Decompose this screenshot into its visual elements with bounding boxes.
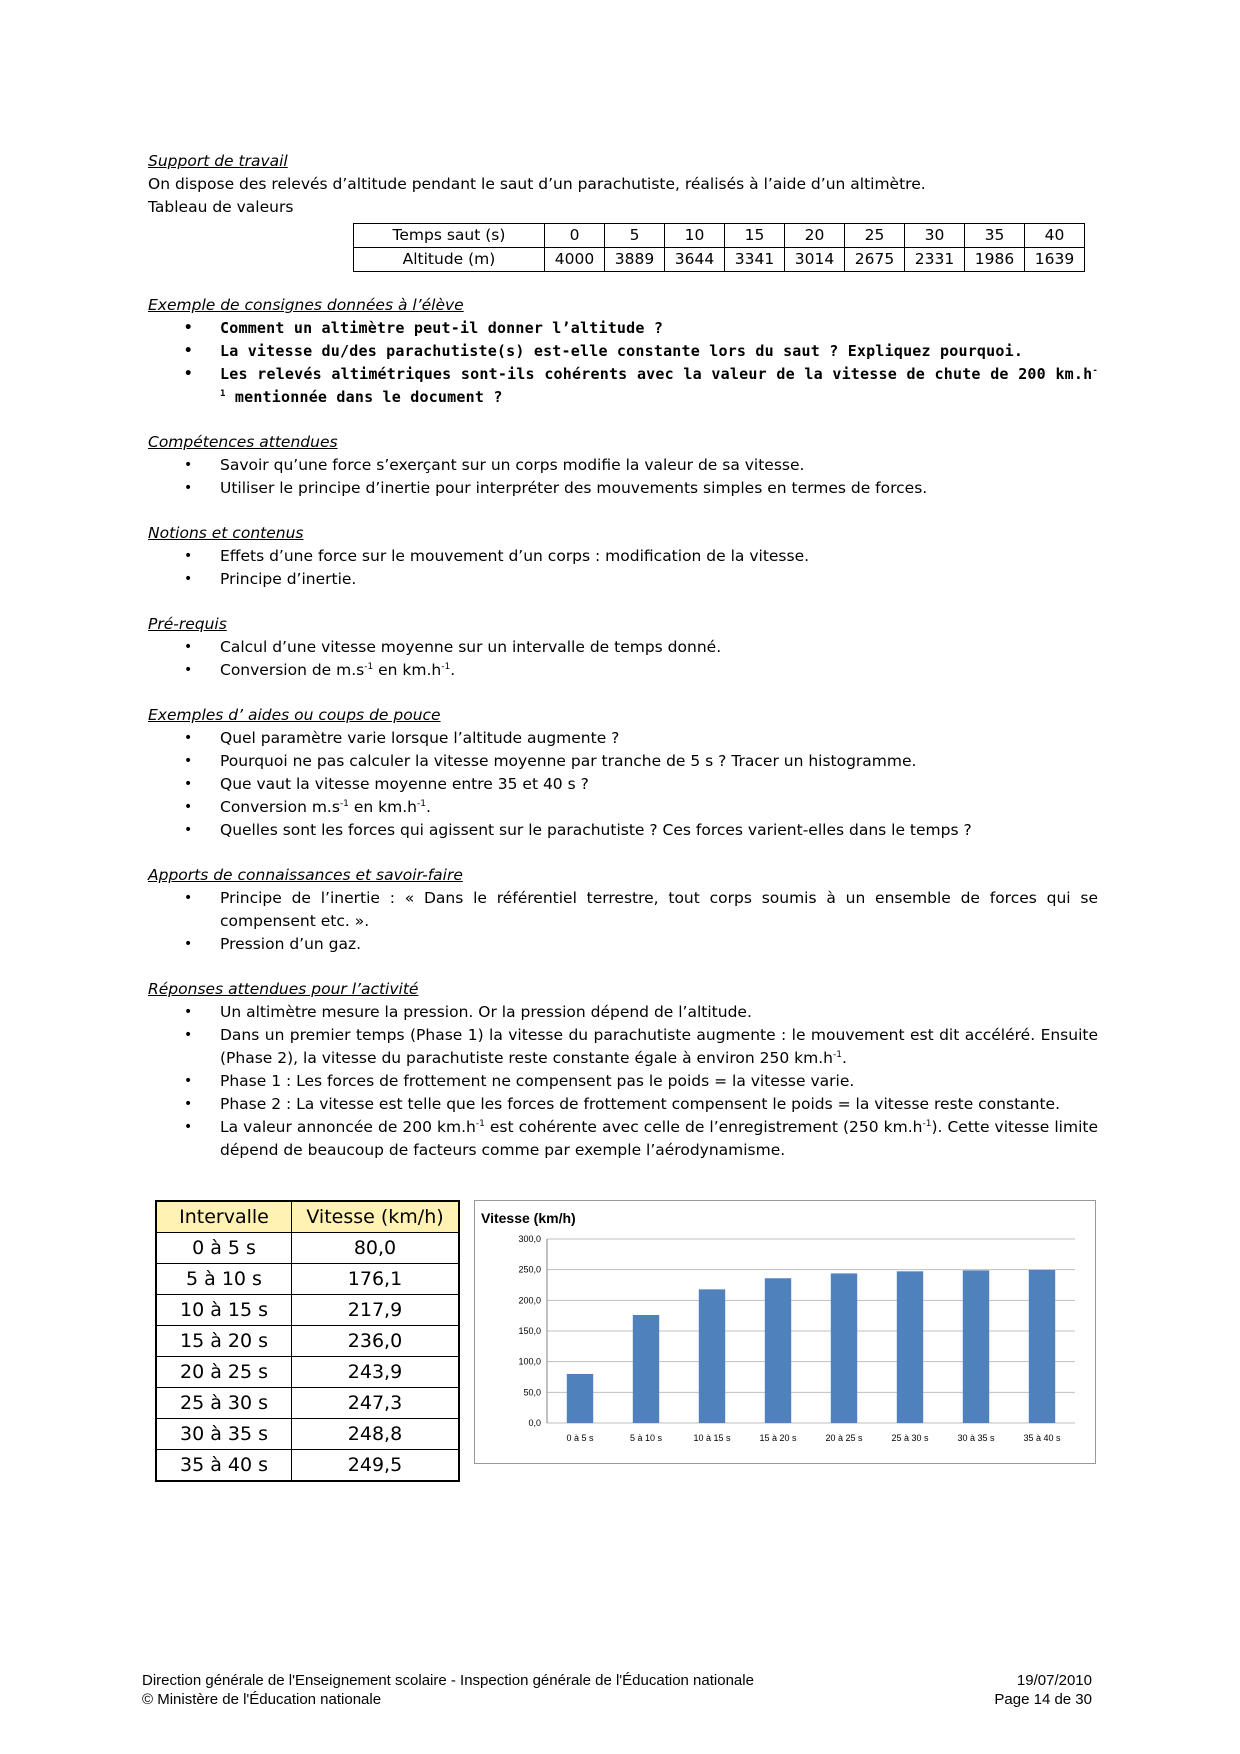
chart-bar — [567, 1374, 593, 1423]
time-cell: 5 — [605, 224, 665, 248]
list-item: • Quel paramètre varie lorsque l’altitude augmente ? — [220, 727, 1098, 750]
x-tick-label: 30 à 35 s — [957, 1433, 995, 1443]
speed-table — [155, 1200, 460, 1482]
speed-cell: 176,1 — [292, 1264, 460, 1295]
time-cell: 0 — [545, 224, 605, 248]
competences-heading: Compétences attendues — [148, 433, 338, 451]
chart-bar — [765, 1278, 791, 1423]
altitude-cell: 2331 — [905, 248, 965, 272]
list-item: • Savoir qu’une force s’exerçant sur un corps modifie la valeur de sa vitesse. — [220, 454, 1098, 477]
y-tick-label: 300,0 — [518, 1234, 541, 1244]
consignes-list — [148, 317, 1098, 409]
list-item: • Comment un altimètre peut-il donner l’altitude ? — [220, 317, 1098, 340]
table-row — [156, 1357, 459, 1388]
time-cell: 25 — [845, 224, 905, 248]
text: Conversion de m.s — [220, 661, 365, 679]
footer-line1: Direction générale de l'Enseignement scolaire - Inspection générale de l'Éducation nationale — [142, 1672, 754, 1689]
interval-cell: 5 à 10 s — [156, 1264, 292, 1295]
footer-date: 19/07/2010 — [1016, 1672, 1092, 1689]
notions-list — [148, 545, 1098, 591]
list-item: • Principe de l’inertie : « Dans le référentiel terrestre, tout corps soumis à un ensemble de forces qui se compensent etc. ». — [220, 887, 1098, 933]
text: ). Cette vitesse limite dépend de beaucoup de facteurs comme par exemple l’aérodynamisme. — [220, 1118, 1099, 1159]
text: . — [450, 661, 456, 679]
chart-bar — [897, 1271, 923, 1423]
list-item — [220, 1024, 1098, 1070]
list-item — [220, 1116, 1098, 1162]
altitude-cell: 3014 — [785, 248, 845, 272]
chart-bar — [699, 1289, 725, 1423]
speed-table-header — [156, 1201, 459, 1233]
list-item: • Quelles sont les forces qui agissent sur le parachutiste ? Ces forces varient-elles dans le temps ? — [220, 819, 1098, 842]
footer — [142, 1671, 1092, 1709]
y-tick-label: 50,0 — [523, 1387, 541, 1398]
chart-title: Vitesse (km/h) — [481, 1210, 576, 1226]
list-item — [220, 796, 1098, 819]
table-row — [156, 1264, 459, 1295]
list-item — [220, 659, 1098, 682]
content — [148, 150, 1098, 1162]
time-cell: 20 — [785, 224, 845, 248]
reponses-list — [148, 1001, 1098, 1162]
altitude-row-label: Altitude (m) — [354, 248, 545, 272]
exponent: -1 — [416, 799, 426, 809]
y-tick-label: 100,0 — [518, 1356, 541, 1367]
y-tick-label: 250,0 — [518, 1264, 541, 1275]
exponent: -1 — [922, 1119, 932, 1129]
time-cell: 35 — [965, 224, 1025, 248]
consignes-heading: Exemple de consignes données à l’élève — [148, 296, 464, 314]
text: La valeur annoncée de 200 km.h — [220, 1118, 476, 1136]
apports-heading: Apports de connaissances et savoir-faire — [148, 866, 463, 884]
chart-bar — [1029, 1270, 1055, 1423]
prerequis-list — [148, 636, 1098, 682]
support-heading: Support de travail — [148, 152, 288, 170]
altitude-cell: 1986 — [965, 248, 1025, 272]
x-tick-label: 25 à 30 s — [891, 1433, 929, 1443]
consigne-text-end: mentionnée dans le document ? — [234, 388, 503, 406]
time-row — [354, 224, 1085, 248]
consigne-text: Les relevés altimétriques sont-ils cohérents avec la valeur de la vitesse de chute de 200 km.h — [220, 365, 1093, 383]
list-item: • Phase 2 : La vitesse est telle que les forces de frottement compensent le poids = la vitesse reste constante. — [220, 1093, 1098, 1116]
notions-heading: Notions et contenus — [148, 524, 304, 542]
list-item — [220, 363, 1098, 409]
interval-cell: 0 à 5 s — [156, 1233, 292, 1264]
x-tick-label: 35 à 40 s — [1023, 1433, 1061, 1443]
exponent: -1 — [441, 662, 451, 672]
table-row — [156, 1450, 459, 1482]
text: en km.h — [373, 661, 442, 679]
time-cell: 30 — [905, 224, 965, 248]
altitude-cell: 3341 — [725, 248, 785, 272]
footer-line2: © Ministère de l'Éducation nationale — [142, 1691, 382, 1708]
text: est cohérente avec celle de l’enregistrement (250 km.h — [484, 1118, 923, 1136]
y-tick-label: 0,0 — [528, 1418, 541, 1428]
altitude-cell: 4000 — [545, 248, 605, 272]
text: . — [425, 798, 431, 816]
altitude-table — [353, 223, 1085, 272]
x-tick-label: 10 à 15 s — [693, 1433, 731, 1443]
speed-cell: 243,9 — [292, 1357, 460, 1388]
header-cell: Vitesse (km/h) — [292, 1201, 460, 1233]
list-item: • Un altimètre mesure la pression. Or la pression dépend de l’altitude. — [220, 1001, 1098, 1024]
prerequis-heading: Pré-requis — [148, 615, 227, 633]
text: Conversion m.s — [220, 798, 340, 816]
table-row — [156, 1388, 459, 1419]
chart-bar — [633, 1315, 659, 1423]
altitude-cell: 3644 — [665, 248, 725, 272]
list-item: • Pression d’un gaz. — [220, 933, 1098, 956]
list-item: • Calcul d’une vitesse moyenne sur un intervalle de temps donné. — [220, 636, 1098, 659]
list-item: • Effets d’une force sur le mouvement d’un corps : modification de la vitesse. — [220, 545, 1098, 568]
interval-cell: 25 à 30 s — [156, 1388, 292, 1419]
exponent: -1 — [339, 799, 349, 809]
speed-cell: 247,3 — [292, 1388, 460, 1419]
exponent: -1 — [220, 366, 1098, 399]
text: en km.h — [348, 798, 417, 816]
footer-right — [994, 1671, 1092, 1709]
interval-cell: 15 à 20 s — [156, 1326, 292, 1357]
altitude-cell: 2675 — [845, 248, 905, 272]
time-cell: 40 — [1025, 224, 1085, 248]
competences-list — [148, 454, 1098, 500]
y-tick-label: 150,0 — [518, 1326, 541, 1336]
reponses-heading: Réponses attendues pour l’activité — [148, 980, 419, 998]
altitude-row — [354, 248, 1085, 272]
list-item: • La vitesse du/des parachutiste(s) est-elle constante lors du saut ? Expliquez pourquoi. — [220, 340, 1098, 363]
text: Dans un premier temps (Phase 1) la vitesse du parachutiste augmente : le mouvement est dit accéléré. Ensuite (Phase 2), la vitesse du parachutiste reste constante égale à environ 250 km.h — [220, 1026, 1098, 1067]
aides-heading: Exemples d’ aides ou coups de pouce — [148, 706, 441, 724]
speed-cell: 236,0 — [292, 1326, 460, 1357]
time-row-label: Temps saut (s) — [354, 224, 545, 248]
footer-page-number: Page 14 de 30 — [994, 1691, 1092, 1708]
support-intro: On dispose des relevés d’altitude pendant le saut d’un parachutiste, réalisés à l’aide d’un altimètre. — [148, 175, 926, 193]
time-cell: 10 — [665, 224, 725, 248]
altitude-cell: 1639 — [1025, 248, 1085, 272]
speed-cell: 249,5 — [292, 1450, 460, 1482]
altitude-cell: 3889 — [605, 248, 665, 272]
text: . — [841, 1049, 847, 1067]
chart-bar — [963, 1270, 989, 1423]
x-tick-label: 20 à 25 s — [825, 1433, 863, 1443]
table-caption: Tableau de valeurs — [148, 198, 294, 216]
list-item: • Pourquoi ne pas calculer la vitesse moyenne par tranche de 5 s ? Tracer un histogramme. — [220, 750, 1098, 773]
list-item: • Phase 1 : Les forces de frottement ne compensent pas le poids = la vitesse varie. — [220, 1070, 1098, 1093]
table-row — [156, 1295, 459, 1326]
table-row — [156, 1233, 459, 1264]
speed-chart — [474, 1200, 1096, 1464]
apports-list — [148, 887, 1098, 956]
results-area — [0, 1200, 1240, 1476]
speed-chart-svg — [475, 1201, 1095, 1463]
x-tick-label: 0 à 5 s — [566, 1433, 594, 1443]
x-tick-label: 15 à 20 s — [759, 1433, 797, 1443]
list-item: • Principe d’inertie. — [220, 568, 1098, 591]
exponent: -1 — [832, 1050, 842, 1060]
exponent: -1 — [364, 662, 374, 672]
speed-cell: 248,8 — [292, 1419, 460, 1450]
time-cell: 15 — [725, 224, 785, 248]
list-item: • Utiliser le principe d’inertie pour interpréter des mouvements simples en termes de forces. — [220, 477, 1098, 500]
interval-cell: 30 à 35 s — [156, 1419, 292, 1450]
y-tick-label: 200,0 — [518, 1295, 541, 1306]
speed-cell: 217,9 — [292, 1295, 460, 1326]
chart-bar — [831, 1273, 857, 1423]
interval-cell: 10 à 15 s — [156, 1295, 292, 1326]
x-tick-label: 5 à 10 s — [629, 1433, 663, 1443]
interval-cell: 35 à 40 s — [156, 1450, 292, 1482]
interval-cell: 20 à 25 s — [156, 1357, 292, 1388]
aides-list — [148, 727, 1098, 842]
table-row — [156, 1326, 459, 1357]
header-cell: Intervalle — [156, 1201, 292, 1233]
speed-cell: 80,0 — [292, 1233, 460, 1264]
list-item: • Que vaut la vitesse moyenne entre 35 et 40 s ? — [220, 773, 1098, 796]
exponent: -1 — [475, 1119, 485, 1129]
table-row — [156, 1419, 459, 1450]
